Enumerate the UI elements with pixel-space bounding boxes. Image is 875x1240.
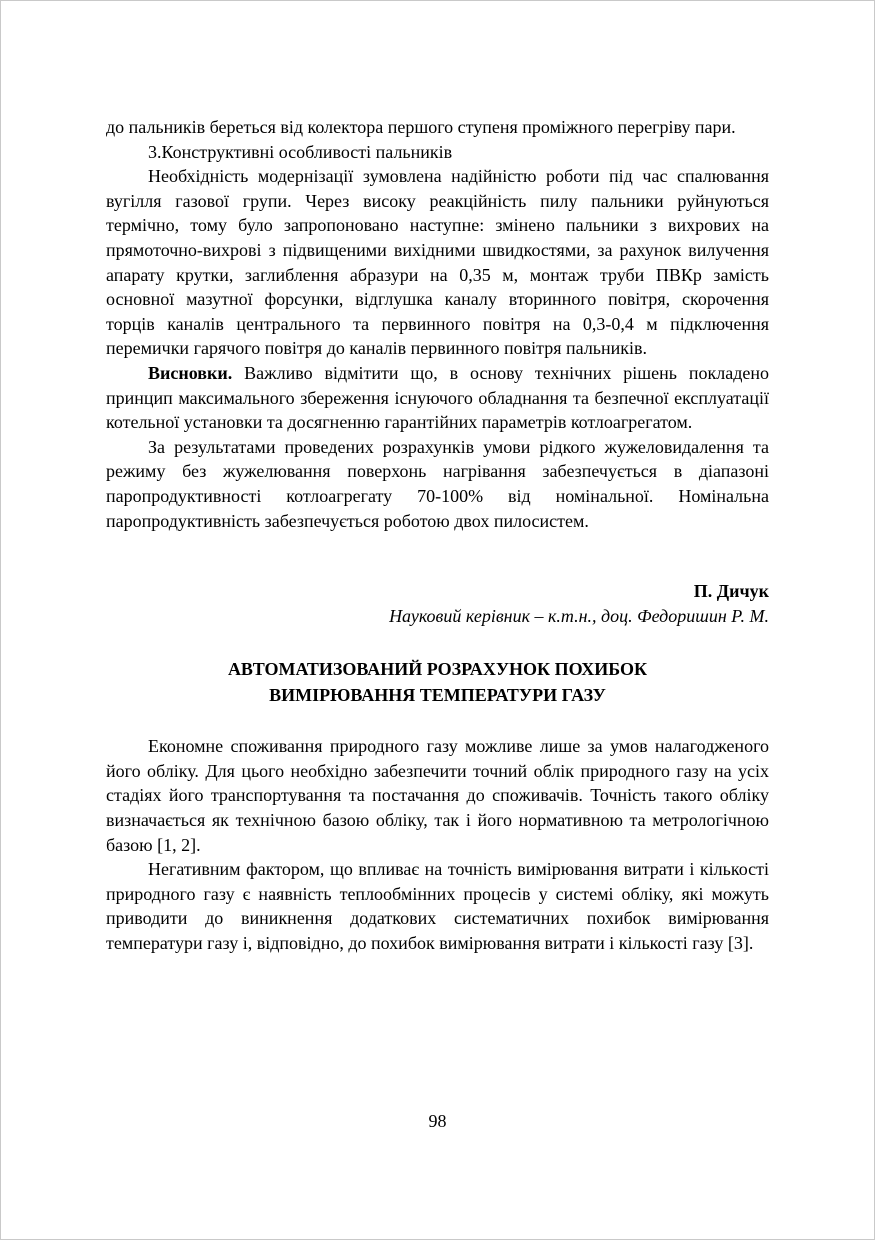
text-paragraph-continuation: до пальників береться від колектора першого ступеня проміжного перегріву пари. (106, 117, 736, 137)
paragraph-lead: Висновки. (148, 362, 233, 383)
signature-author: П. Дичук (693, 581, 769, 602)
signature-supervisor: Науковий керівник – к.т.н., доц. Федоришин Р. М. (389, 605, 769, 626)
section-subheading: 3.Конструктивні особливості пальників (148, 141, 453, 162)
article-title (106, 656, 769, 708)
page-content (106, 115, 769, 956)
text-paragraph: Економне споживання природного газу можливе лише за умов налагодженого його обліку. Для цього необхідно забезпечити точний облік природного газу на усіх стадіях його транспортування та постачання до споживачів. Точність такого обліку визначається як технічною базою обліку, так і його нормативною та метрологічною базою [1, 2]. (106, 736, 769, 855)
text-paragraph: Негативним фактором, що впливає на точність вимірювання витрати і кількості природного газу є наявність теплообмінних процесів у системі обліку, які можуть приводити до виникнення додаткових систематичних похибок вимірювання температури газу і, відповідно, до похибок вимірювання витрати і кількості газу [3]. (106, 859, 769, 954)
page-number: 98 (428, 1111, 447, 1131)
text-paragraph: Необхідність модернізації зумовлена надійністю роботи під час спалювання вугілля газової групи. Через високу реакційність пилу пальники руйнуються термічно, тому було запропоновано наступне: змінено пальники з вихрових на прямоточно-вихрові з підвищеними вихідними швидкостями, за рахунок вилучення апарату крутки, заглиблення абразури на 0,35 м, монтаж труби ПВКр замість основної мазутної форсунки, відглушка каналу вторинного повітря, скорочення торців каналів центрального та первинного повітря на 0,3-0,4 м підключення перемички гарячого повітря до каналів первинного повітря пальників. (106, 166, 769, 359)
text-paragraph: За результатами проведених розрахунків умови рідкого жужеловидалення та режиму без жужелювання поверхонь нагрівання забезпечується в діапазоні паропродуктивності котлоагрегату 70-100% від номінальної. Номінальна паропродуктивність забезпечується роботою двох пилосистем. (106, 436, 769, 531)
text-paragraph-conclusions (106, 361, 769, 435)
article-title-line2: ВИМІРЮВАННЯ ТЕМПЕРАТУРИ ГАЗУ (269, 685, 606, 706)
paragraph-rest: Важливо відмітити що, в основу технічних рішень покладено принцип максимального збереження існуючого обладнання та безпечної експлуатації котельної установки та досягненню гарантійних параметрів котлоагрегатом. (106, 362, 769, 433)
signature-block (106, 579, 769, 628)
article-title-line1: АВТОМАТИЗОВАНИЙ РОЗРАХУНОК ПОХИБОК (227, 659, 648, 680)
article-body (106, 734, 769, 955)
